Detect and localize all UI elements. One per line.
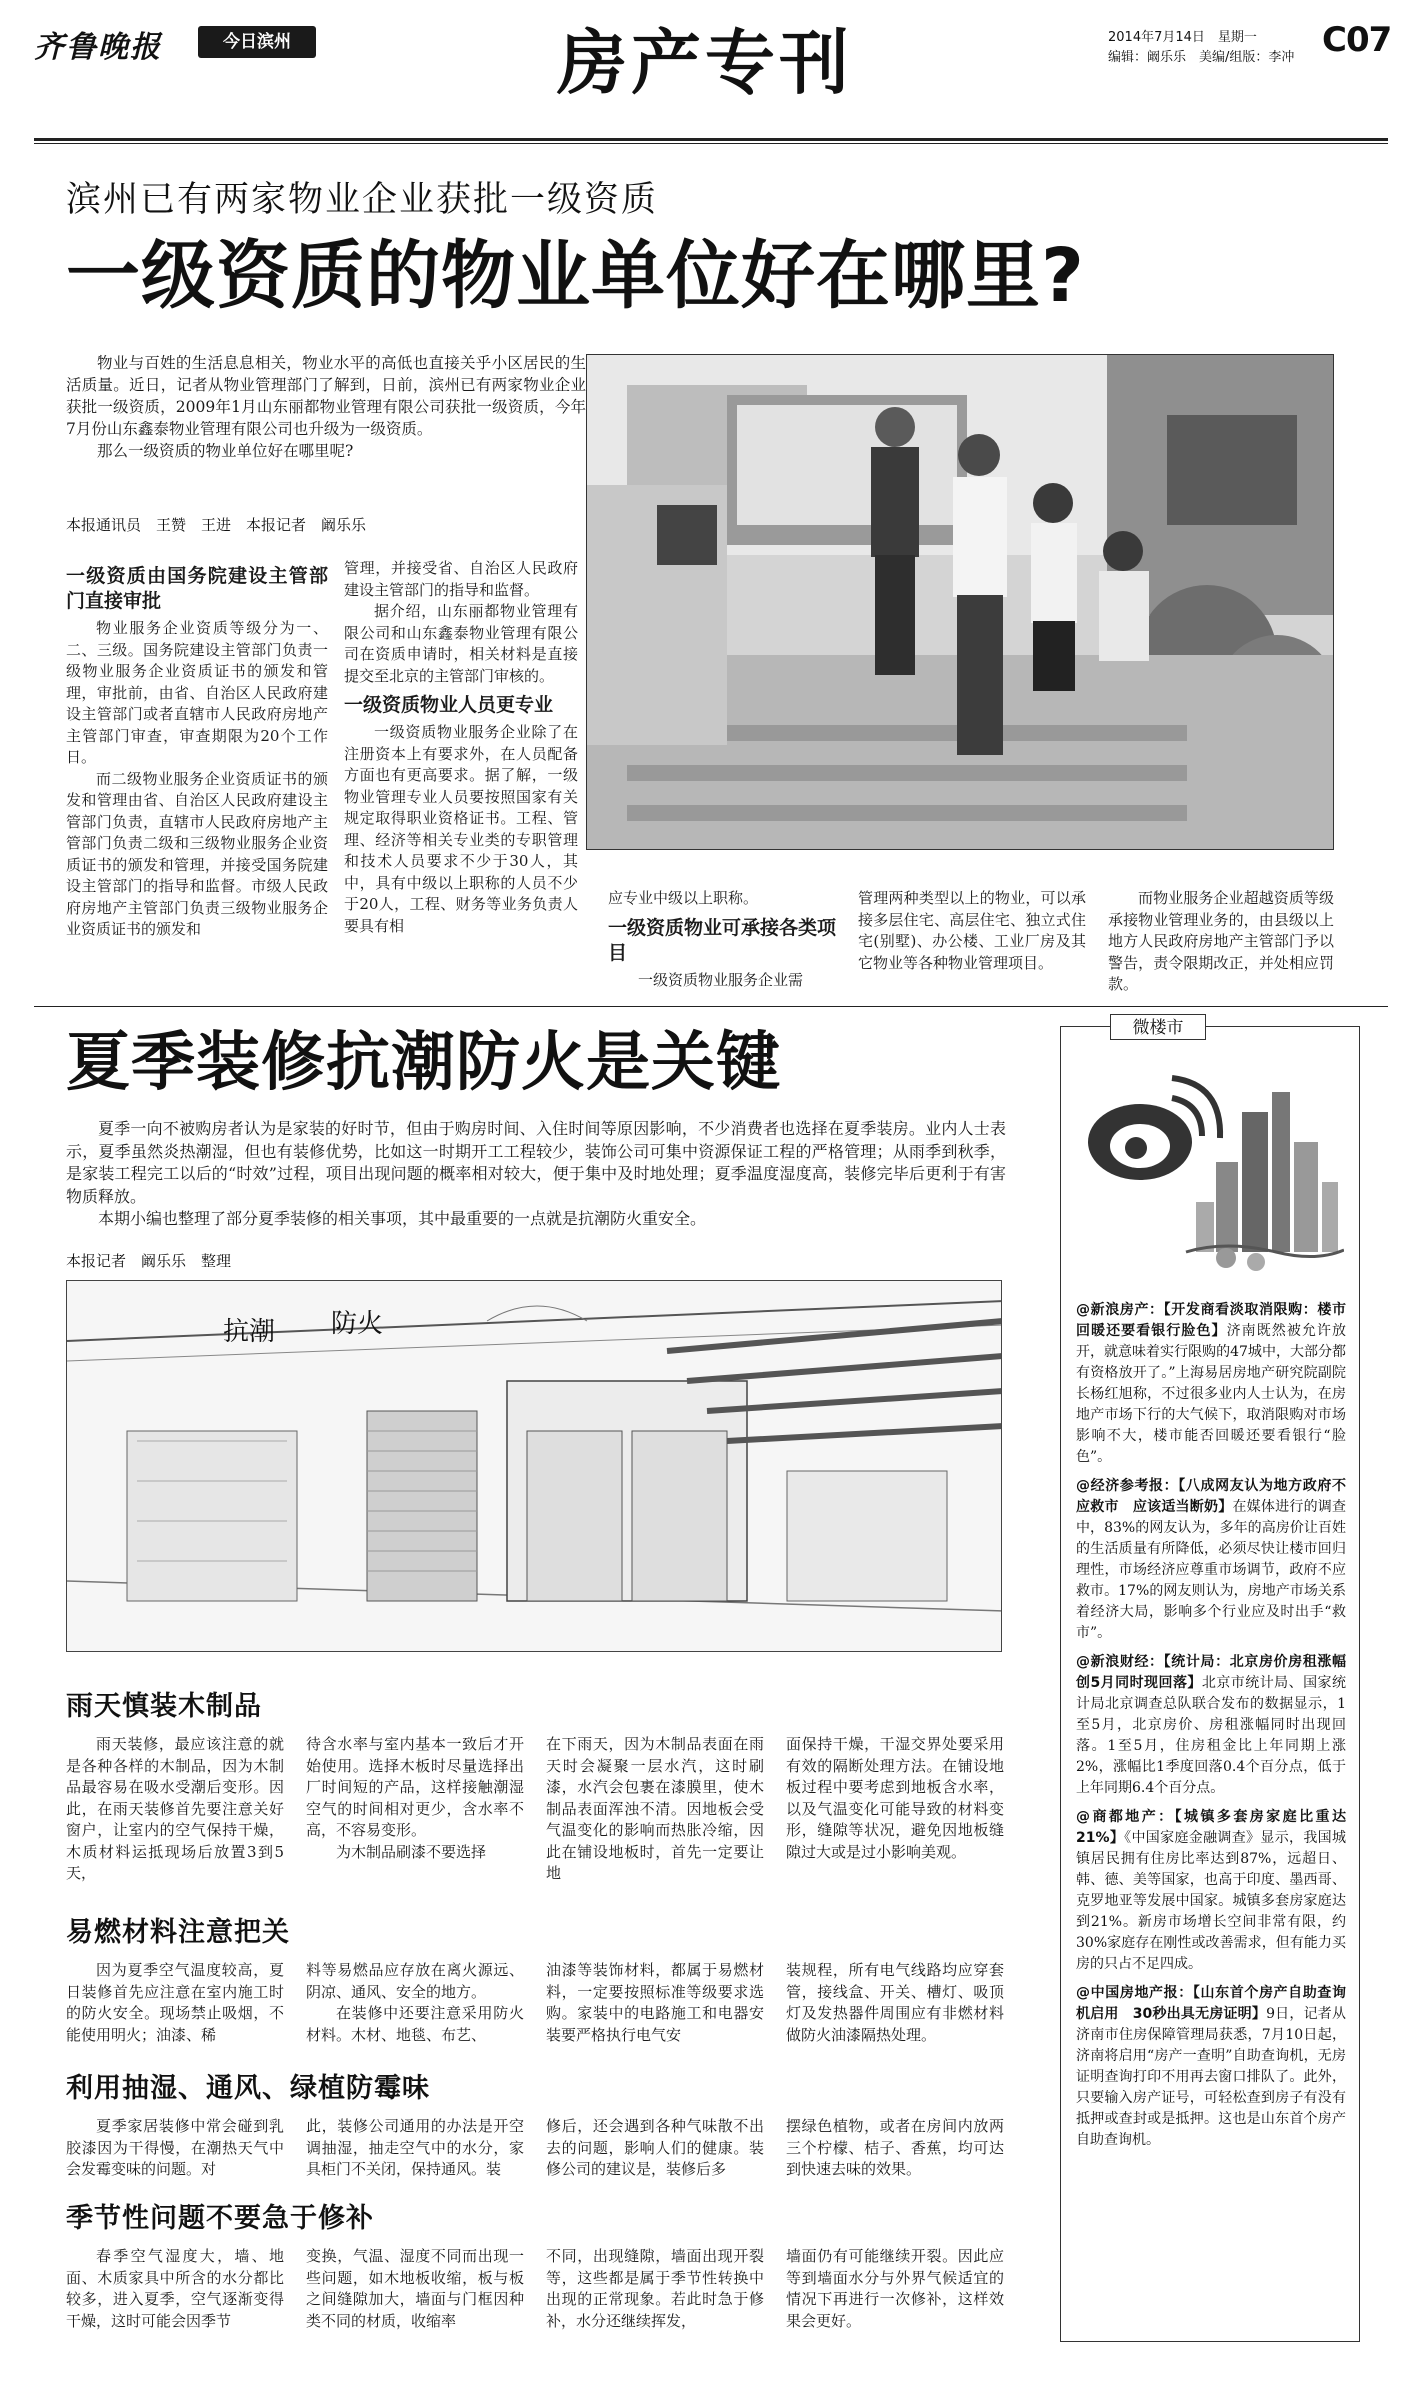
masthead-rule [34,138,1388,141]
subsection-title-fire: 易燃材料注意把关 [66,1917,290,1948]
issue-date: 2014年7月14日 星期一 [1108,30,1257,45]
s3-column-3: 修后，还会遇到各种气味散不出去的问题，影响人们的健康。装修公司的建议是，装修后多 [546,2117,764,2178]
section-tag: 今日滨州 [198,26,316,58]
s4-column-1: 春季空气湿度大，墙、地面、木质家具中所含的水分都比较多，进入夏季，空气逐渐变得干燥，这时可能会因季节 [66,2247,284,2330]
section-title: 房产专刊 [557,21,853,104]
article1-column-4: 管理两种类型以上的物业，可以承接多层住宅、高层住宅、独立式住宅(别墅)、办公楼、工业厂房及其它物业等各种物业管理项目。 [858,889,1086,972]
article1-kicker: 滨州已有两家物业企业获批一级资质 [66,180,659,220]
masthead-rule-thin [34,143,1388,144]
weibo-logo-icon [1076,1052,1344,1282]
section-divider [34,1006,1388,1007]
s3-column-4: 摆绿色植物，或者在房间内放两三个柠檬、桔子、香蕉，均可达到快速去味的效果。 [786,2117,1004,2178]
s1-column-4: 面保持干燥，干湿交界处要采用有效的隔断处理方法。在铺设地板过程中要考虑到地板含水率，以及气温变化可能导致的材料变形，缝隙等状况，避免因地板缝隙过大或是过小影响美观。 [786,1735,1004,1861]
weibo-post: @新浪财经：【统计局：北京房价房租涨幅创5月同时现回落】北京市统计局、国家统计局北京调查总队联合发布的数据显示，1至5月，北京房价、房租涨幅同时出现回落。1至5月，住房租金比上年同期上涨2%，涨幅比1季度回落0.4个百分点，低于上年同期6.4个百分点。 [1076,1654,1346,1796]
subheading-all-projects: 一级资质物业可承接各类项目 [608,916,836,964]
weibo-post: @新浪房产：【开发商看淡取消限购：楼市回暖还要看银行脸色】济南既然被允许放开，就意味着实行限购的47城中，大部分都有资格放开了。”上海易居房地产研究院副院长杨红旭称，不过很多业内人士认为，在房地产市场下行的大气候下，取消限购对市场影响不大，楼市能否回暖还要看银行“脸色”。 [1076,1302,1347,1465]
article1-column-2: 管理，并接受省、自治区人民政府建设主管部门的指导和监督。 据介绍，山东丽都物业管理有限公司和山东鑫泰物业管理有限公司在资质申请时，相关材料是直接提交至北京的主管部门审核的。 一级资质物业人员更专业 一级资质物业服务企业除了在注册资本上有要求外，在人员配备方面也有更高要求。据了解，一级物业管理专业人员要按照国家有关规定取得职业资格证书。工程、管理、经济等相关专业类的专职管理和技术人员要求不少于30人，其中，具有中级以上职称的人员不少于20人，工程、财务等业务负责人要具有相 [344,559,578,935]
weibo-post: @中国房地产报：【山东首个房产自助查询机启用 30秒出具无房证明】9日，记者从济南市住房保障管理局获悉，7月10日起，济南将启用“房产一查明”自助查询机，无房证明查询打印不用再去窗口排队了。此外，只要输入房产证号，可轻松查到房子有没有抵押或查封或是抵押。这也是山东首个房产自助查询机。 [1076,1985,1346,2148]
page-number: C07 [1322,20,1392,60]
s3-column-1: 夏季家居装修中常会碰到乳胶漆因为干得慢，在潮热天气中会发霉变味的问题。对 [66,2117,284,2178]
s1-column-2: 待含水率与室内基本一致后才开始使用。选择木板时尽量选择出厂时间短的产品，这样接触潮湿空气的时间相对更少，含水率不高，不容易变形。 为木制品刷漆不要选择 [306,1735,524,1861]
sketch-label-moisture: 抗潮 [223,1317,276,1347]
s4-column-3: 不同，出现缝隙，墙面出现开裂等，这些都是属于季节性转换中出现的正常现象。若此时急于修补，水分还继续挥发， [546,2247,764,2330]
article2-lead: 夏季一向不被购房者认为是家装的好时节，但由于购房时间、入住时间等原因影响，不少消费者也选择在夏季装房。业内人士表示，夏季虽然炎热潮湿，但也有装修优势，比如这一时期开工工程较少，装饰公司可集中资源保证工程的严格管理；从雨季到秋季，是家装工程完工以后的“时效”过程，项目出现问题的概率相对较大，便于集中及时地处理；夏季温度湿度高，装修完毕后更利于有害物质释放。 本期小编也整理了部分夏季装修的相关事项，其中最重要的一点就是抗潮防火重安全。 [66,1119,1006,1228]
sketch-label-fire: 防火 [331,1309,384,1339]
s2-column-3: 油漆等装饰材料，都属于易燃材料，一定要按照标准等级要求选购。家装中的电路施工和电器安装要严格执行电气安 [546,1961,764,2044]
weibo-post-list [1076,1300,1346,2330]
article1-column-3: 应专业中级以上职称。 一级资质物业可承接各类项目 一级资质物业服务企业需 [608,889,836,989]
subsection-title-seasonal: 季节性问题不要急于修补 [66,2203,374,2234]
weibo-post: @商都地产：【城镇多套房家庭比重达21%】《中国家庭金融调查》显示，我国城镇居民拥有住房比率达到87%，远超日、韩、德、美等国家，也高于印度、墨西哥、克罗地亚等发展中国家。城镇多套房家庭达到21%。新房市场增长空间非常有限，约30%家庭存在刚性或改善需求，但有能力买房的只占不足四成。 [1076,1809,1346,1972]
article1-byline: 本报通讯员 王赞 王进 本报记者 阚乐乐 [66,516,367,534]
s3-column-2: 此，装修公司通用的办法是开空调抽湿，抽走空气中的水分，家具柜门不关闭，保持通风。装 [306,2117,524,2178]
s2-column-4: 装规程，所有电气线路均应穿套管，接线盒、开关、槽灯、吸顶灯及发热器件周围应有非燃材料做防火油漆隔热处理。 [786,1961,1004,2044]
subheading-state-approval: 一级资质由国务院建设主管部门直接审批 [66,565,328,612]
s4-column-2: 变换，气温、湿度不同而出现一些问题，如木地板收缩，板与板之间缝隙加大，墙面与门框因种类不同的材质，收缩率 [306,2247,524,2330]
property-staff-photo [586,354,1334,850]
weibo-post: @经济参考报：【八成网友认为地方政府不应救市 应该适当断奶】在媒体进行的调查中，83%的网友认为，多年的高房价让百姓的生活质量有所降低，必须尽快让楼市回归理性，市场经济应尊重市场调节，政府不应救市。17%的网友则认为，房地产市场关系着经济大局，影响多个行业应及时出手“救市”。 [1076,1478,1347,1641]
article2-headline: 夏季装修抗潮防火是关键 [66,1026,781,1100]
s2-column-1: 因为夏季空气温度较高，夏日装修首先应注意在室内施工时的防火安全。现场禁止吸烟，不能使用明火；油漆、稀 [66,1961,284,2044]
s1-column-1: 雨天装修，最应该注意的就是各种各样的木制品，因为木制品最容易在吸水受潮后变形。因此，在雨天装修首先要注意关好窗户，让室内的空气保持干燥，木质材料运抵现场后放置3到5天， [66,1735,284,1882]
article2-byline: 本报记者 阚乐乐 整理 [66,1252,232,1270]
interior-sketch [66,1280,1002,1652]
s2-column-2: 料等易燃品应存放在离火源远、阴凉、通风、安全的地方。 在装修中还要注意采用防火材料。木材、地毯、布艺、 [306,1961,524,2044]
article1-lead: 物业与百姓的生活息息相关，物业水平的高低也直接关乎小区居民的生活质量。近日，记者从物业管理部门了解到，日前，滨州已有两家物业企业获批一级资质，2009年1月山东丽都物业管理有限公司获批一级资质，今年7月份山东鑫泰物业管理有限公司也升级为一级资质。 那么一级资质的物业单位好在哪里呢? [66,354,586,460]
weibo-sidebar-title: 微楼市 [1110,1014,1206,1040]
article1-column-1: 一级资质由国务院建设主管部门直接审批 物业服务企业资质等级分为一、二、三级。国务院建设主管部门负责一级物业服务企业资质证书的颁发和管理，审批前，由省、自治区人民政府建设主管部门或者直辖市人民政府房地产主管部门审查，审查期限为20个工作日。 而二级物业服务企业资质证书的颁发和管理由省、自治区人民政府建设主管部门负责，直辖市人民政府房地产主管部门负责二级和三级物业服务企业资质证书的颁发和管理，并接受国务院建设主管部门的指导和监督。市级人民政府房地产主管部门负责三级物业服务企业资质证书的颁发和 [66,565,328,938]
article1-headline: 一级资质的物业单位好在哪里? [66,233,1085,319]
s1-column-3: 在下雨天，因为木制品表面在雨天时会凝聚一层水汽，这时刷漆，水汽会包裹在漆膜里，使木制品表面浑浊不清。因地板会受气温变化的影响而热胀冷缩，因此在铺设地板时，首先一定要让地 [546,1735,764,1882]
editor-credit: 编辑：阚乐乐 美编/组版：李冲 [1108,50,1295,65]
subsection-title-mold: 利用抽湿、通风、绿植防霉味 [66,2073,430,2104]
subsection-title-wood: 雨天慎装木制品 [66,1691,262,1722]
subheading-professional-staff: 一级资质物业人员更专业 [344,694,554,716]
article1-column-5: 而物业服务企业超越资质等级承接物业管理业务的，由县级以上地方人民政府房地产主管部门予以警告，责令限期改正，并处相应罚款。 [1108,889,1334,992]
s4-column-4: 墙面仍有可能继续开裂。因此应等到墙面水分与外界气候适宜的情况下再进行一次修补，这样效果会更好。 [786,2247,1004,2330]
paper-logo: 齐鲁晚报 [34,30,162,65]
